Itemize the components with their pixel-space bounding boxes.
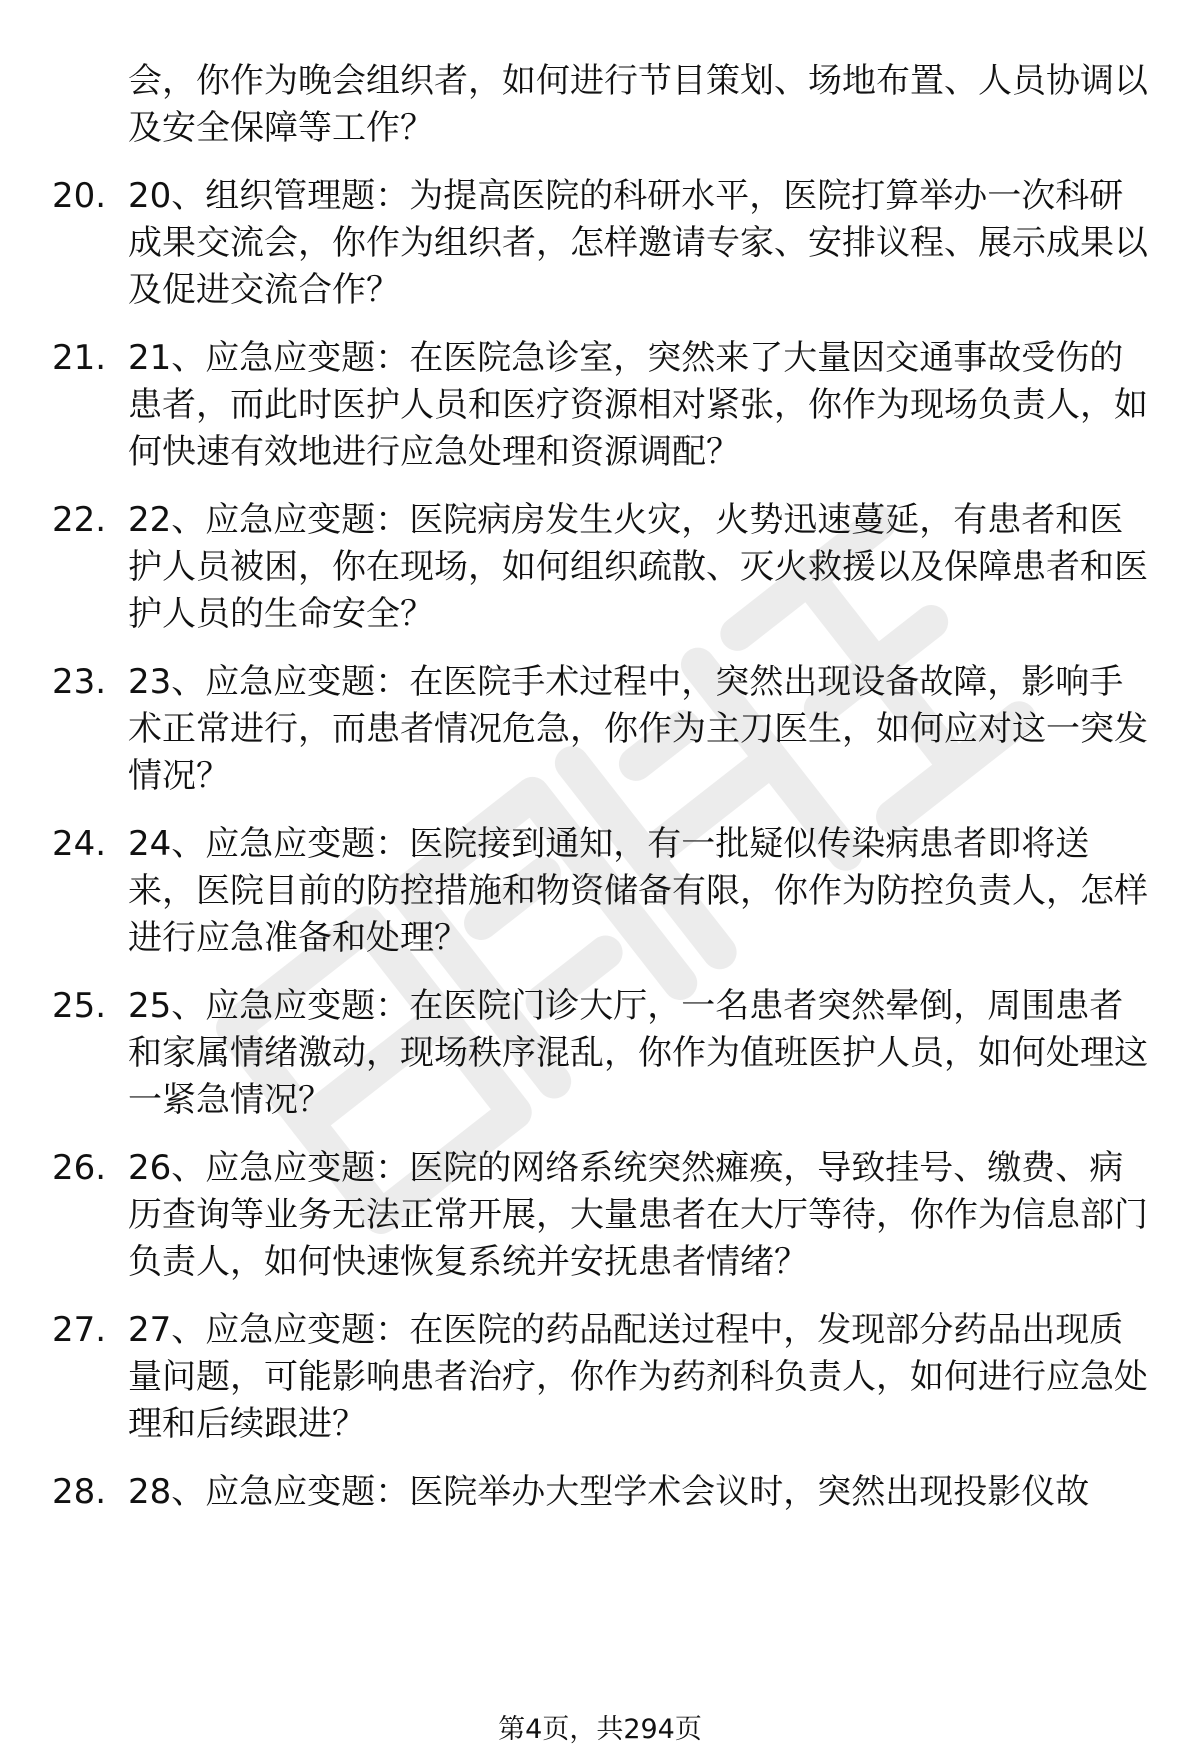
- item-number: 28.: [52, 1472, 107, 1512]
- item-number: 20.: [52, 176, 107, 216]
- item-number: 24.: [52, 824, 107, 864]
- item-number: 26.: [52, 1148, 107, 1188]
- item-number: 25.: [52, 986, 107, 1026]
- item-text: 20、组织管理题：为提高医院的科研水平，医院打算举办一次科研成果交流会，你作为组织者，怎样邀请专家、安排议程、展示成果以及促进交流合作？: [128, 176, 1148, 310]
- item-number: 21.: [52, 338, 107, 378]
- item-text: 21、应急应变题：在医院急诊室，突然来了大量因交通事故受伤的患者，而此时医护人员和医疗资源相对紧张，你作为现场负责人，如何快速有效地进行应急处理和资源调配？: [128, 338, 1148, 472]
- item-text: 25、应急应变题：在医院门诊大厅，一名患者突然晕倒，周围患者和家属情绪激动，现场秩序混乱，你作为值班医护人员，如何处理这一紧急情况？: [128, 986, 1148, 1120]
- item-text: 27、应急应变题：在医院的药品配送过程中，发现部分药品出现质量问题，可能影响患者治疗，你作为药剂科负责人，如何进行应急处理和后续跟进？: [128, 1310, 1148, 1444]
- item-text: 28、应急应变题：医院举办大型学术会议时，突然出现投影仪故: [128, 1472, 1090, 1512]
- item-number: 22.: [52, 500, 107, 540]
- item-text: 24、应急应变题：医院接到通知，有一批疑似传染病患者即将送来，医院目前的防控措施和物资储备有限，你作为防控负责人，怎样进行应急准备和处理？: [128, 824, 1148, 958]
- item-text: 22、应急应变题：医院病房发生火灾，火势迅速蔓延，有患者和医护人员被困，你在现场，如何组织疏散、灭火救援以及保障患者和医护人员的生命安全？: [128, 500, 1148, 634]
- item-number: 23.: [52, 662, 107, 702]
- item-text: 23、应急应变题：在医院手术过程中，突然出现设备故障，影响手术正常进行，而患者情况危急，你作为主刀医生，如何应对这一突发情况？: [128, 662, 1148, 796]
- continuation-paragraph: 会，你作为晚会组织者，如何进行节目策划、场地布置、人员协调以及安全保障等工作？: [128, 61, 1148, 148]
- page-number-footer: 第4页，共294页: [498, 1714, 702, 1745]
- item-number: 27.: [52, 1310, 107, 1350]
- item-text: 26、应急应变题：医院的网络系统突然瘫痪，导致挂号、缴费、病历查询等业务无法正常开展，大量患者在大厅等待，你作为信息部门负责人，如何快速恢复系统并安抚患者情绪？: [128, 1148, 1148, 1282]
